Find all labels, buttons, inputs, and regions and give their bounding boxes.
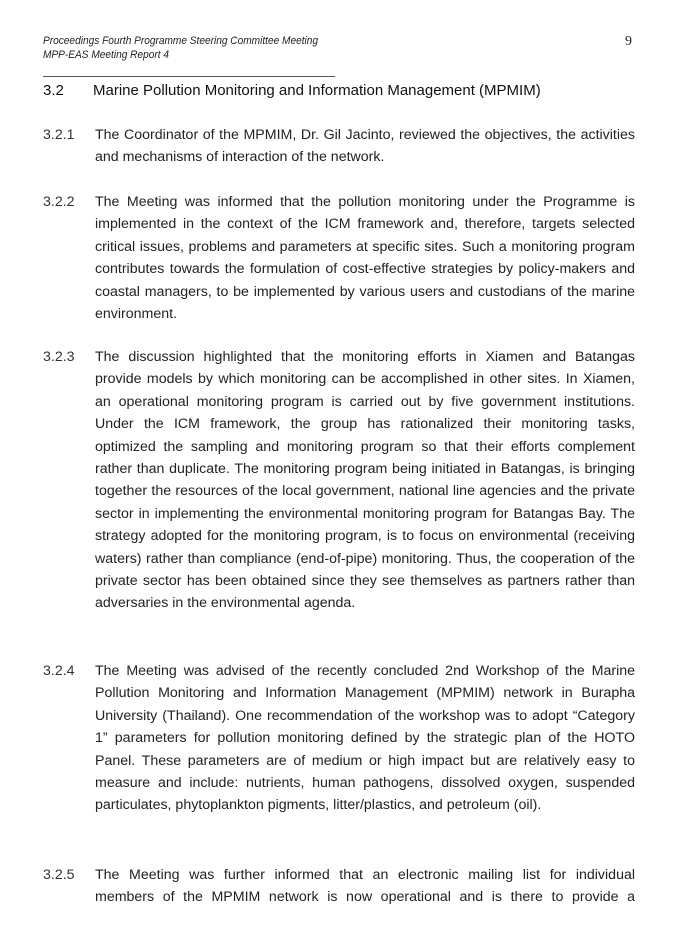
paragraph-3-2-4 bbox=[43, 660, 635, 817]
paragraph-number: 3.2.1 bbox=[43, 127, 75, 143]
paragraph-number: 3.2.4 bbox=[43, 663, 75, 679]
page-number: 9 bbox=[625, 34, 632, 49]
paragraph-number: 3.2.2 bbox=[43, 194, 75, 210]
paragraph-text: The discussion highlighted that the monitoring efforts in Xiamen and Batangas provide models by which monitoring can be accomplished in other sites. In Xiamen, an operational monitoring program is carried out by five government institutions. Under the ICM framework, the group has rationalized their monitoring tasks, optimized the sampling and monitoring program so that their efforts complement rather than duplicate. The monitoring program being initiated in Batangas, is bringing together the resources of the local government, national line agencies and the private sector in implementing the environmental monitoring program for Batangas Bay. The strategy adopted for the monitoring program, is to focus on environmental (receiving waters) rather than compliance (end-of-pipe) monitoring. Thus, the cooperation of the private sector has been obtained since they see themselves as partners rather than adversaries in the environmental agenda. bbox=[95, 349, 635, 612]
header-proceedings-title: Proceedings Fourth Programme Steering Committee Meeting bbox=[43, 35, 319, 47]
section-heading bbox=[43, 82, 541, 99]
paragraph-text: The Meeting was informed that the pollution monitoring under the Programme is implemented in the context of the ICM framework and, therefore, targets selected critical issues, problems and parameters at specific sites. Such a monitoring program contributes towards the formulation of cost-effective strategies by policy-makers and coastal managers, to be implemented by various users and custodians of the marine environment. bbox=[95, 194, 635, 323]
section-title: Marine Pollution Monitoring and Information Management (MPMIM) bbox=[93, 82, 541, 99]
paragraph-3-2-5 bbox=[43, 864, 635, 909]
paragraph-number: 3.2.3 bbox=[43, 349, 75, 365]
paragraph-3-2-3 bbox=[43, 346, 635, 615]
paragraph-text: The Meeting was advised of the recently concluded 2nd Workshop of the Marine Pollution Monitoring and Information Management (MPMIM) network in Burapha University (Thailand). One recommendation of the workshop was to adopt “Category 1” parameters for pollution monitoring defined by the strategic plan of the HOTO Panel. These parameters are of medium or high impact but are relatively easy to measure and include: nutrients, human pathogens, dissolved oxygen, suspended particulates, phytoplankton pigments, litter/plastics, and petroleum (oil). bbox=[95, 663, 635, 814]
paragraph-3-2-2 bbox=[43, 191, 635, 325]
paragraph-number: 3.2.5 bbox=[43, 867, 75, 883]
running-header bbox=[43, 34, 643, 62]
header-report-title: MPP-EAS Meeting Report 4 bbox=[43, 49, 169, 61]
header-divider bbox=[43, 76, 335, 77]
paragraph-text: The Meeting was further informed that an electronic mailing list for individual members of the MPMIM network is now operational and is there to provide a bbox=[95, 867, 635, 906]
section-number: 3.2 bbox=[43, 82, 64, 99]
paragraph-text: The Coordinator of the MPMIM, Dr. Gil Jacinto, reviewed the objectives, the activities and mechanisms of interaction of the network. bbox=[95, 127, 635, 166]
paragraph-3-2-1 bbox=[43, 124, 635, 169]
